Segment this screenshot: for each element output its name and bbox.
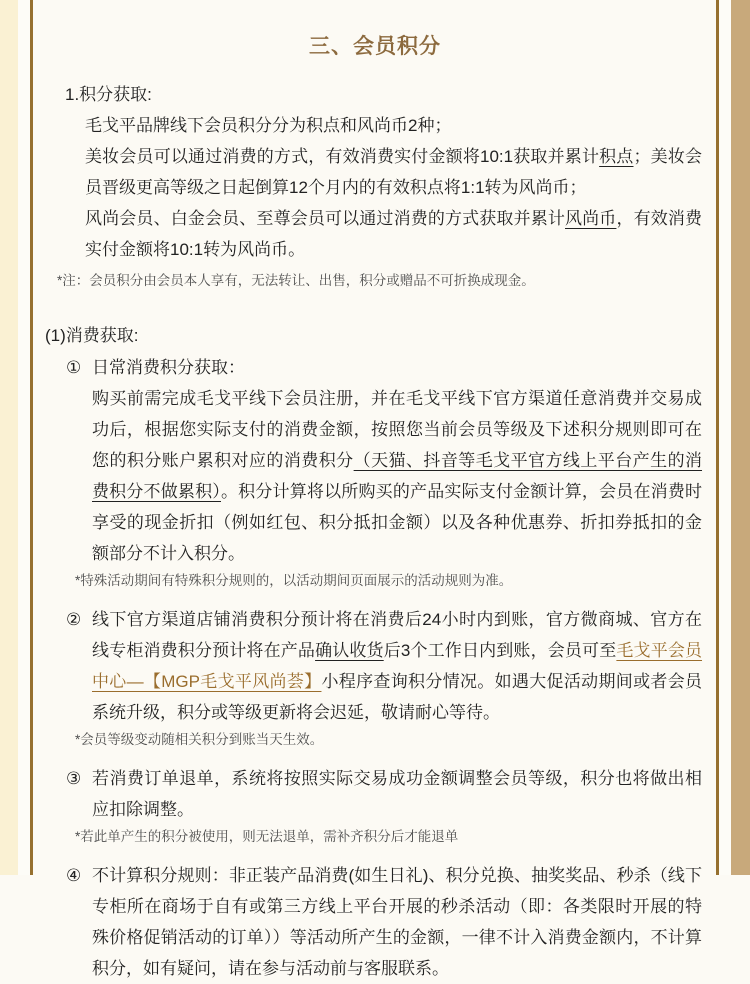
text-segment: 购买前需完成毛戈平线下会员注册，并在毛戈平线下官方渠道任意消费并交易成功后，根据您实际支付的消费金额，按照您当前会员等级及下述积分规则即可在您的积分账户累积对应的消费积分: [92, 389, 702, 470]
text-segment: 后3个工作日内到账，会员可至: [383, 641, 617, 660]
mgp-member-center-link[interactable]: 毛戈平会员中心—【MGP毛戈平风尚荟】: [92, 641, 703, 691]
text-segment: 积点: [599, 147, 634, 166]
left-gold-border-line: [30, 0, 33, 875]
consumption-acquisition-heading: (1)消费获取:: [45, 326, 139, 345]
text-segment: ；美妆会员晋级更高等级之日起倒算12个月内的有效积点将1:1转为风尚币；: [85, 147, 703, 197]
points-ownership-note: *注：会员积分由会员本人享有，无法转让、出售，积分或赠品不可折换成现金。: [57, 273, 535, 288]
right-tan-strip: [731, 0, 750, 875]
text-segment: 美妆会员可以通过消费的方式，有效消费实付金额将10:1获取并累计: [85, 147, 600, 166]
points-acquisition-heading: 1.积分获取:: [65, 85, 152, 104]
level-change-note: *会员等级变动随相关积分到账当天生效。: [75, 732, 324, 747]
text-segment: 。积分计算将以所购买的产品实际支付金额计算，会员在消费时享受的现金折扣（例如红包、积分抵扣金额）以及各种优惠券、折扣券抵扣的金额部分不计入积分。: [92, 482, 703, 563]
item-2-marker: ②: [66, 610, 82, 629]
item-3-body: [92, 763, 702, 825]
text-segment: 确认收货: [315, 641, 384, 660]
text-segment: （天猫、抖音等毛戈平官方线上平台产生的消费积分不做累积）: [92, 451, 703, 501]
left-margin-gap: [18, 0, 30, 875]
special-activity-note: *特殊活动期间有特殊积分规则的，以活动期间页面展示的活动规则为准。: [75, 573, 513, 588]
item-1-title: 日常消费积分获取：: [92, 358, 245, 377]
item-1-marker: ①: [66, 358, 82, 377]
text-segment: 不计算积分规则：非正装产品消费(如生日礼)、积分兑换、抽奖奖品、秒杀（线下专柜所在商场于自有或第三方线上平台开展的秒杀活动（即：各类限时开展的特殊价格促销活动的订单））等活动所产生的金额，一律不计入消费金额内，不计算积分，如有疑问，请在参与活动前与客服联系。: [92, 866, 702, 978]
item-2-body: [92, 604, 702, 728]
page-title: 三、会员积分: [309, 35, 441, 58]
left-cream-strip: [0, 0, 18, 875]
right-margin-gap: [719, 0, 731, 875]
text-segment: 毛戈平品牌线下会员积分分为积点和风尚币2种；: [85, 116, 452, 135]
item-3-marker: ③: [66, 769, 82, 788]
text-segment: 风尚币: [565, 209, 617, 228]
list-item-2: [66, 604, 702, 728]
text-segment: 风尚会员、白金会员、至尊会员可以通过消费的方式获取并累计: [85, 209, 565, 228]
points-intro-paragraph-3: [85, 203, 702, 265]
item-1-body: [92, 383, 702, 569]
item-4-body: [92, 860, 702, 984]
list-item-3: [66, 763, 702, 825]
text-segment: 小程序查询积分情况。如遇大促活动期间或者会员系统升级，积分或等级更新将会迟延，敬请耐心等待。: [92, 672, 703, 722]
list-item-1: [66, 352, 702, 569]
text-segment: 若消费订单退单，系统将按照实际交易成功金额调整会员等级，积分也将做出相应扣除调整。: [92, 769, 702, 819]
text-segment: 线下官方渠道店铺消费积分预计将在消费后24小时内到账，官方微商城、官方在线专柜消费积分预计将在产品: [92, 610, 702, 660]
item-4-marker: ④: [66, 866, 82, 885]
refund-points-note: *若此单产生的积分被使用，则无法退单，需补齐积分后才能退单: [75, 829, 459, 844]
list-item-4: [66, 860, 702, 984]
document-content: [45, 0, 705, 984]
text-segment: ，有效消费实付金额将10:1转为风尚币。: [85, 209, 703, 259]
points-intro-paragraph-1: [85, 110, 702, 141]
points-intro-paragraph-2: [85, 141, 702, 203]
